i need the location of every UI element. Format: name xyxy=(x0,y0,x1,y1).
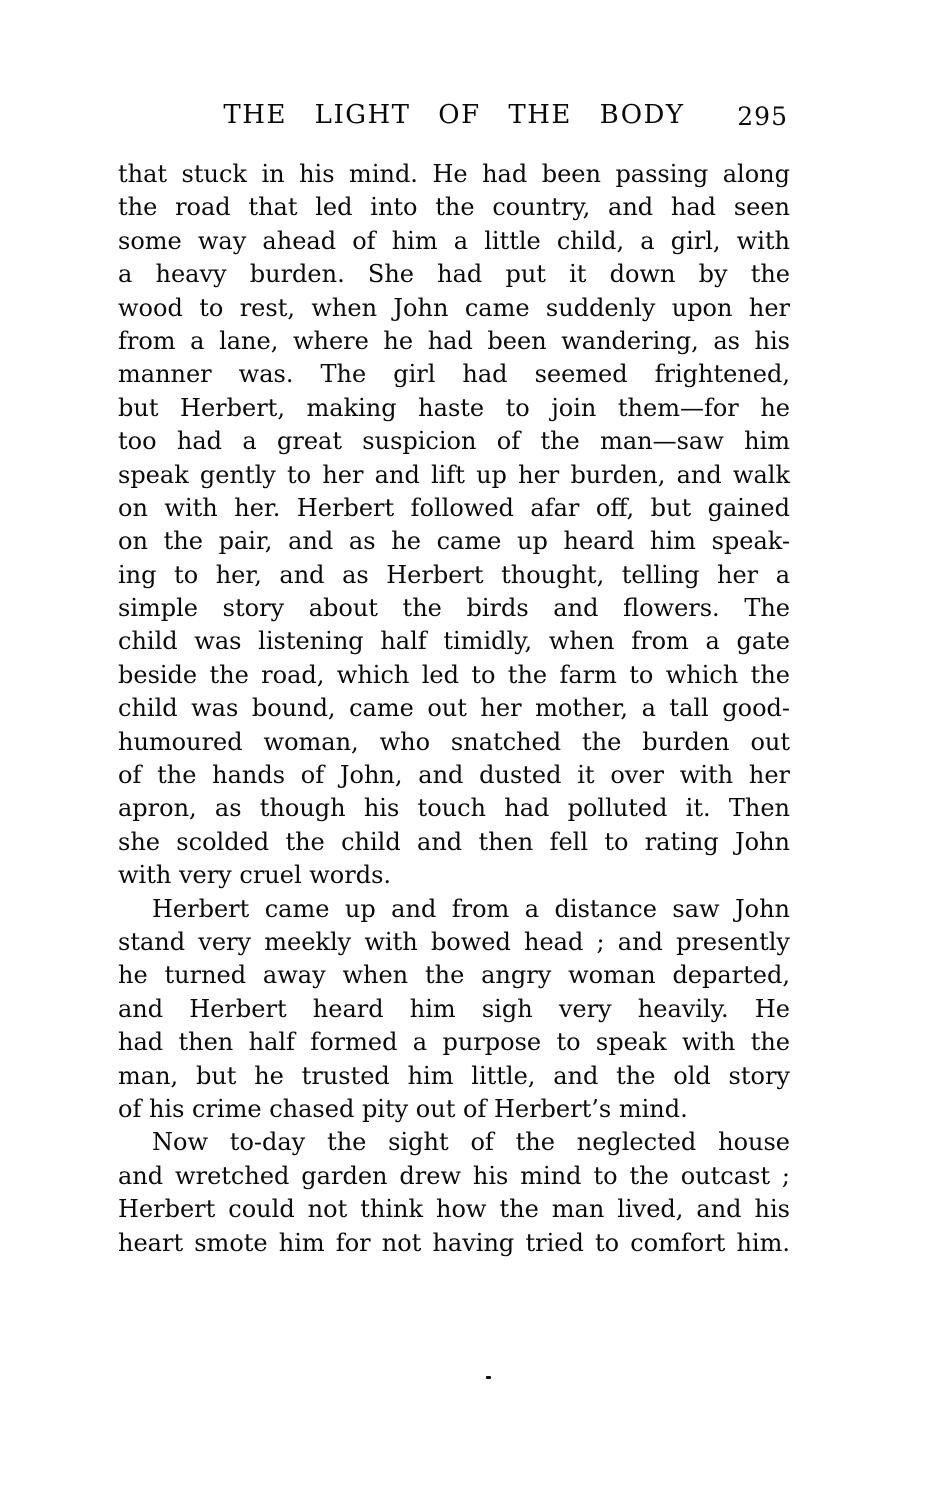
text-line: and Herbert heard him sigh very heavily. He xyxy=(118,994,790,1023)
text-line: of his crime chased pity out of Herbert’s mind. xyxy=(118,1094,688,1123)
text-line: some way ahead of him a little child, a girl, with xyxy=(118,226,790,255)
chapter-title: THE LIGHT OF THE BODY xyxy=(223,100,685,130)
text-line: on the pair, and as he came up heard him speak- xyxy=(118,527,790,556)
text-line: on with her. Herbert followed afar off, but gained xyxy=(118,493,790,522)
text-line: heart smote him for not having tried to comfort him. xyxy=(118,1228,790,1257)
page-number: 295 xyxy=(737,102,788,131)
text-line: had then half formed a purpose to speak with the xyxy=(118,1028,790,1057)
text-line: apron, as though his touch had polluted it. Then xyxy=(118,794,790,823)
text-line: Now to-day the sight of the neglected house xyxy=(152,1128,790,1157)
text-line: speak gently to her and lift up her burden, and walk xyxy=(118,460,790,489)
text-line: that stuck in his mind. He had been passing along xyxy=(118,160,790,188)
text-line: too had a great suspicion of the man—saw him xyxy=(118,427,790,456)
text-line: and wretched garden drew his mind to the outcast ; xyxy=(118,1161,790,1190)
running-header xyxy=(118,100,790,136)
text-line: manner was. The girl had seemed frightened, xyxy=(118,360,790,389)
text-line: a heavy burden. She had put it down by the xyxy=(118,260,790,289)
text-line: of the hands of John, and dusted it over with her xyxy=(118,761,790,790)
text-line: he turned away when the angry woman departed, xyxy=(118,961,790,990)
text-line: she scolded the child and then fell to rating John xyxy=(118,827,790,856)
text-line: but Herbert, making haste to join them—for he xyxy=(118,393,790,422)
text-line: the road that led into the country, and had seen xyxy=(118,193,790,222)
text-line: wood to rest, when John came suddenly upon her xyxy=(118,293,790,322)
text-line: child was bound, came out her mother, a tall good- xyxy=(118,694,790,723)
ink-speck xyxy=(486,1376,491,1379)
text-line: simple story about the birds and flowers. The xyxy=(118,594,790,623)
text-line: man, but he trusted him little, and the old story xyxy=(118,1061,790,1090)
text-line: beside the road, which led to the farm to which the xyxy=(118,660,790,689)
text-line: from a lane, where he had been wandering, as his xyxy=(118,326,790,355)
text-line: ing to her, and as Herbert thought, telling her a xyxy=(118,560,790,589)
text-line: stand very meekly with bowed head ; and presently xyxy=(118,927,790,956)
page-body xyxy=(118,158,790,1260)
text-line: Herbert could not think how the man lived, and his xyxy=(118,1195,790,1224)
text-line: Herbert came up and from a distance saw John xyxy=(152,894,790,923)
text-line: humoured woman, who snatched the burden out xyxy=(118,727,790,756)
text-line: with very cruel words. xyxy=(118,861,392,890)
text-line: child was listening half timidly, when from a gate xyxy=(118,627,790,656)
